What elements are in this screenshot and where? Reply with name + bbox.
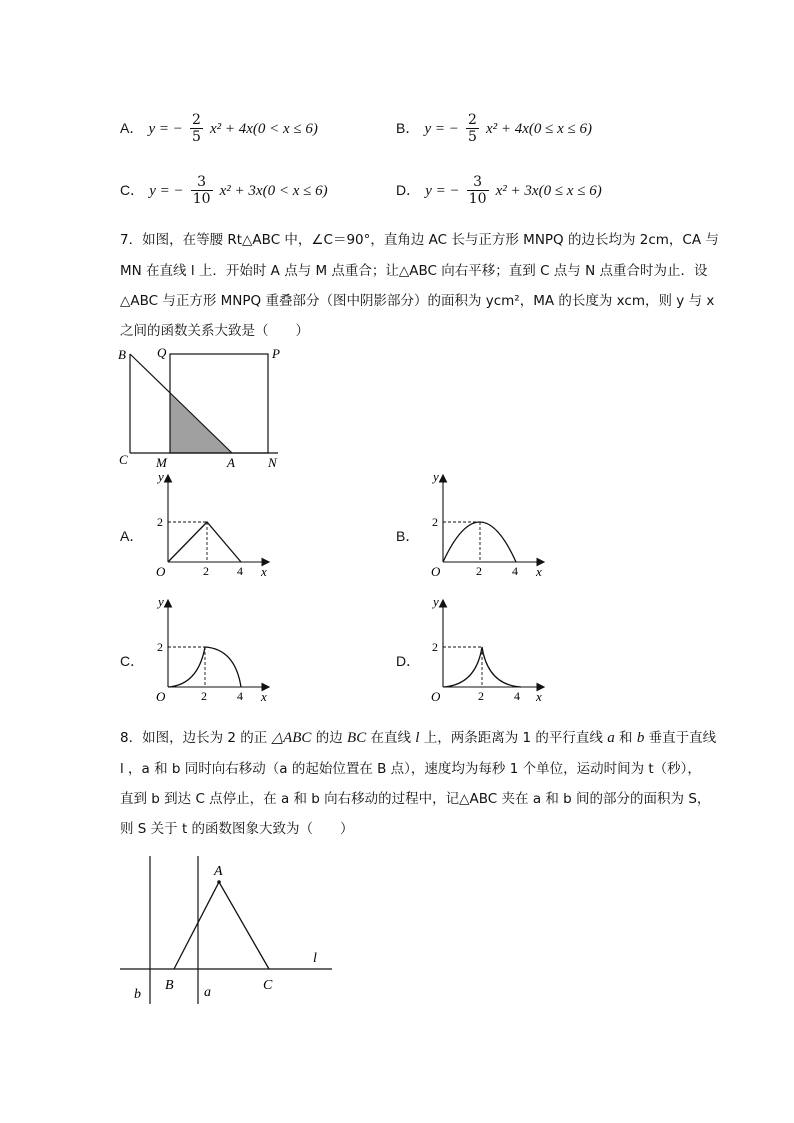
- q8-text: 垂直于直线: [644, 730, 717, 746]
- fraction-numerator: 2: [467, 112, 477, 128]
- q7-figure: [110, 340, 290, 475]
- label-line-a: a: [204, 985, 211, 1000]
- q8-text: 和: [614, 730, 637, 746]
- origin-label: O: [431, 689, 441, 703]
- label-line-l: l: [313, 951, 317, 966]
- q8-math: l: [415, 730, 420, 746]
- label-m: M: [156, 455, 167, 470]
- y-tick-2: 2: [157, 515, 163, 529]
- x-tick-2: 2: [201, 689, 207, 703]
- label-c: C: [119, 452, 128, 467]
- label-q: Q: [157, 345, 167, 360]
- option-rest: x² + 4x(0 < x ≤ 6): [209, 121, 318, 137]
- option-label: C．: [120, 182, 145, 198]
- q7-option-d-label[interactable]: D．: [396, 653, 421, 669]
- option-label: D．: [396, 182, 421, 198]
- q7-graph-a: [143, 468, 278, 578]
- fraction-denominator: 10: [192, 191, 211, 207]
- x-tick-4: 4: [514, 689, 520, 703]
- x-tick-2: 2: [203, 564, 209, 578]
- y-label: y: [433, 469, 439, 484]
- q8-math: BC: [347, 730, 367, 746]
- q8-math: a: [607, 730, 615, 746]
- q8-text: 上，两条距离为 1 的平行直线: [419, 730, 608, 746]
- y-label: y: [433, 594, 439, 609]
- q8-line-1: [120, 729, 716, 747]
- label-n: N: [268, 455, 277, 470]
- label-a: A: [214, 864, 223, 879]
- option-lhs: y = −: [425, 183, 460, 199]
- triangle-abc: [174, 882, 269, 969]
- fraction-numerator: 3: [191, 174, 213, 191]
- x-label: x: [261, 689, 267, 703]
- label-c: C: [263, 978, 273, 993]
- option-rest: x² + 3x(0 < x ≤ 6): [219, 183, 328, 199]
- q8-text: 8．如图，边长为 2 的正: [120, 730, 272, 746]
- q8-line-3: 直到 b 到达 C 点停止，在 a 和 b 向右移动的过程中，记△ABC 夹在 a 和 b 间的部分的面积为 S，: [120, 791, 711, 807]
- option-rest: x² + 3x(0 ≤ x ≤ 6): [495, 183, 602, 199]
- fraction: [466, 112, 479, 145]
- q8-text: 在直线: [366, 730, 416, 746]
- q7-line-3: △ABC 与正方形 MNPQ 重叠部分（图中阴影部分）的面积为 ycm²，MA 的长度为 xcm，则 y 与 x: [120, 293, 715, 309]
- fraction: [191, 174, 213, 207]
- origin-label: O: [431, 564, 441, 578]
- y-tick-2: 2: [432, 640, 438, 654]
- q7-line-1: 7．如图，在等腰 Rt△ABC 中，∠C＝90°，直角边 AC 长与正方形 MNPQ 的边长均为 2cm，CA 与: [120, 232, 719, 248]
- x-label: x: [261, 564, 267, 578]
- q7-graph-b: [418, 468, 553, 578]
- x-tick-2: 2: [476, 564, 482, 578]
- fraction-denominator: 5: [191, 129, 201, 145]
- q8-figure: [110, 848, 340, 1008]
- vertex-a: [217, 880, 221, 884]
- fraction-denominator: 10: [468, 191, 487, 207]
- q7-option-c-label[interactable]: C．: [120, 653, 145, 669]
- origin-label: O: [156, 564, 166, 578]
- label-a: A: [227, 455, 235, 470]
- option-lhs: y = −: [148, 121, 183, 137]
- option-lhs: y = −: [424, 121, 459, 137]
- q7-graph-c: [143, 593, 278, 703]
- q8-math: b: [636, 730, 645, 746]
- label-b: B: [165, 978, 174, 993]
- origin-label: O: [156, 689, 166, 703]
- fraction: [190, 112, 203, 145]
- y-tick-2: 2: [157, 640, 163, 654]
- q8-math: △ABC: [271, 730, 312, 746]
- q8-line-4: 则 S 关于 t 的函数图象大致为（ ）: [120, 821, 354, 837]
- y-label: y: [158, 469, 164, 484]
- label-line-b: b: [134, 987, 141, 1002]
- function-curve: [443, 522, 516, 562]
- x-tick-4: 4: [237, 689, 243, 703]
- option-label: B．: [396, 120, 420, 136]
- x-tick-2: 2: [478, 689, 484, 703]
- fraction: [467, 174, 489, 207]
- x-tick-4: 4: [512, 564, 518, 578]
- x-tick-4: 4: [237, 564, 243, 578]
- x-label: x: [536, 564, 542, 578]
- function-curve: [168, 522, 241, 562]
- option-rest: x² + 4x(0 ≤ x ≤ 6): [485, 121, 593, 137]
- fraction-numerator: 2: [191, 112, 201, 128]
- y-tick-2: 2: [432, 515, 438, 529]
- fraction-numerator: 3: [467, 174, 489, 191]
- option-lhs: y = −: [149, 183, 184, 199]
- q7-line-4: 之间的函数关系大致是（ ）: [120, 323, 309, 339]
- q8-line-2: l ，a 和 b 同时向右移动（a 的起始位置在 B 点），速度均为每秒 1 个单位，运动时间为 t（秒），: [120, 761, 701, 777]
- q6-option-d[interactable]: [396, 174, 602, 207]
- q8-text: 的边: [311, 730, 348, 746]
- y-label: y: [158, 594, 164, 609]
- q7-graph-d: [418, 593, 553, 703]
- q6-option-a[interactable]: [120, 112, 318, 145]
- q7-line-2: MN 在直线 l 上．开始时 A 点与 M 点重合；让△ABC 向右平移；直到 C 点与 N 点重合时为止．设: [120, 263, 708, 279]
- q6-option-c[interactable]: [120, 174, 328, 207]
- label-b: B: [118, 347, 126, 362]
- x-label: x: [536, 689, 542, 703]
- q7-option-a-label[interactable]: A．: [120, 528, 144, 544]
- q7-option-b-label[interactable]: B．: [396, 528, 420, 544]
- label-p: P: [272, 346, 280, 361]
- function-curve: [168, 647, 241, 687]
- option-label: A．: [120, 120, 144, 136]
- q6-option-b[interactable]: [396, 112, 592, 145]
- fraction-denominator: 5: [467, 129, 477, 145]
